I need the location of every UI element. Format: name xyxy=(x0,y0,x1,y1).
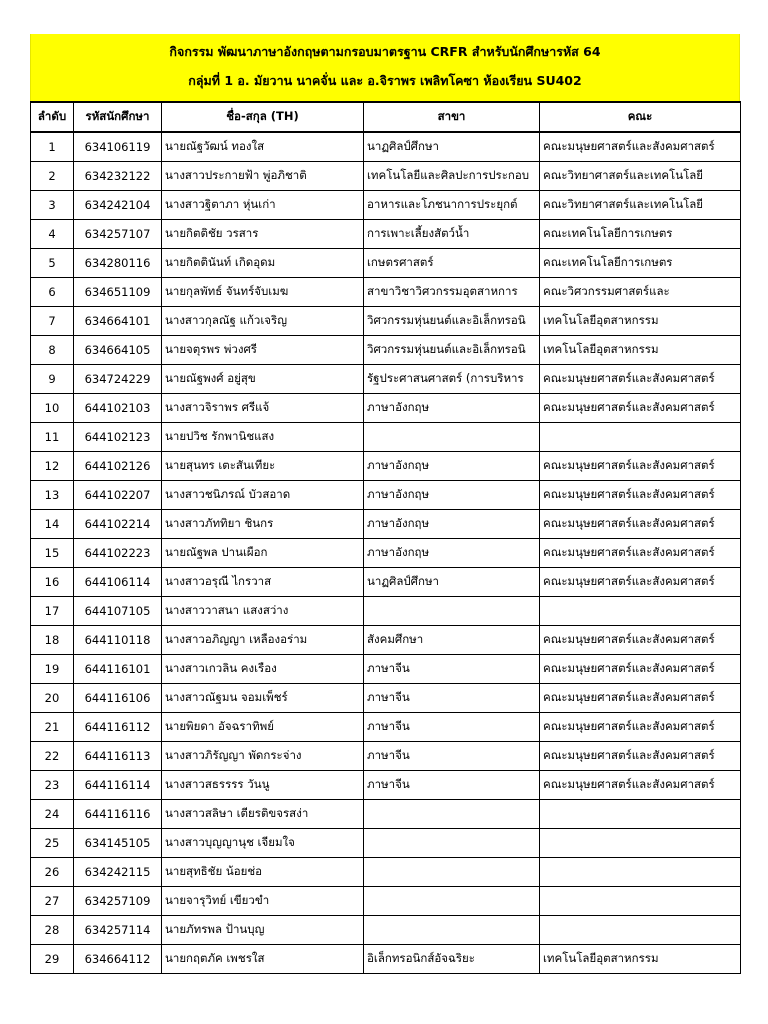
cell-faculty: เทคโนโลยีอุตสาหกรรม xyxy=(540,306,741,335)
cell-order: 10 xyxy=(31,393,74,422)
cell-name: นางสาวเกวลิน คงเรือง xyxy=(162,654,364,683)
table-row xyxy=(31,683,741,712)
cell-student-id: 634280116 xyxy=(74,248,162,277)
header-faculty: คณะ xyxy=(540,102,741,132)
cell-order: 20 xyxy=(31,683,74,712)
cell-name: นายณัฐพงศ์ อยู่สุข xyxy=(162,364,364,393)
cell-order: 19 xyxy=(31,654,74,683)
cell-faculty xyxy=(540,915,741,944)
table-row xyxy=(31,335,741,364)
cell-name: นายสุทธิชัย น้อยช่อ xyxy=(162,857,364,886)
table-row xyxy=(31,654,741,683)
cell-student-id: 644102103 xyxy=(74,393,162,422)
cell-faculty: คณะมนุษยศาสตร์และสังคมศาสตร์ xyxy=(540,741,741,770)
cell-order: 26 xyxy=(31,857,74,886)
cell-student-id: 634106119 xyxy=(74,132,162,161)
cell-faculty: เทคโนโลยีอุตสาหกรรม xyxy=(540,944,741,973)
cell-order: 9 xyxy=(31,364,74,393)
cell-program: รัฐประศาสนศาสตร์ (การบริหาร xyxy=(364,364,540,393)
table-row xyxy=(31,451,741,480)
table-row xyxy=(31,480,741,509)
cell-name: นางสาวณัฐมน จอมเพ็ชร์ xyxy=(162,683,364,712)
table-row xyxy=(31,799,741,828)
cell-name: นายกุลพัทธ์ จันทร์จับเมฆ xyxy=(162,277,364,306)
cell-program: วิศวกรรมหุ่นยนต์และอิเล็กทรอนิ xyxy=(364,335,540,364)
cell-program: ภาษาจีน xyxy=(364,712,540,741)
table-body xyxy=(31,132,741,973)
cell-program: นาฏศิลป์ศึกษา xyxy=(364,132,540,161)
cell-student-id: 644107105 xyxy=(74,596,162,625)
header-student-id: รหัสนักศึกษา xyxy=(74,102,162,132)
cell-student-id: 644102207 xyxy=(74,480,162,509)
cell-order: 18 xyxy=(31,625,74,654)
banner-title-line-1: กิจกรรม พัฒนาภาษาอังกฤษตามกรอบมาตรฐาน CRFR สำหรับนักศึกษารหัส 64 xyxy=(169,44,601,59)
cell-order: 27 xyxy=(31,886,74,915)
cell-name: นายกิตตินันท์ เกิดอุดม xyxy=(162,248,364,277)
cell-name: นายสุนทร เตะสันเทียะ xyxy=(162,451,364,480)
cell-program: สาขาวิชาวิศวกรรมอุตสาหการ xyxy=(364,277,540,306)
cell-order: 28 xyxy=(31,915,74,944)
cell-order: 5 xyxy=(31,248,74,277)
cell-student-id: 644102223 xyxy=(74,538,162,567)
cell-student-id: 644102123 xyxy=(74,422,162,451)
cell-student-id: 634242104 xyxy=(74,190,162,219)
cell-name: นายภัทรพล ป้านบุญ xyxy=(162,915,364,944)
table-row xyxy=(31,915,741,944)
cell-order: 24 xyxy=(31,799,74,828)
cell-program: อิเล็กทรอนิกส์อัจฉริยะ xyxy=(364,944,540,973)
table-row xyxy=(31,364,741,393)
cell-order: 25 xyxy=(31,828,74,857)
cell-faculty: คณะมนุษยศาสตร์และสังคมศาสตร์ xyxy=(540,480,741,509)
cell-name: นายจตุรพร พ่วงศรี xyxy=(162,335,364,364)
cell-program: ภาษาอังกฤษ xyxy=(364,538,540,567)
cell-student-id: 634145105 xyxy=(74,828,162,857)
cell-student-id: 634664101 xyxy=(74,306,162,335)
cell-order: 22 xyxy=(31,741,74,770)
table-row xyxy=(31,306,741,335)
cell-name: นายพิยดา อัจฉราทิพย์ xyxy=(162,712,364,741)
cell-name: นางสาวภิรัญญา พัดกระจ่าง xyxy=(162,741,364,770)
cell-program: ภาษาอังกฤษ xyxy=(364,509,540,538)
cell-order: 7 xyxy=(31,306,74,335)
table-header-row xyxy=(31,102,741,132)
cell-program xyxy=(364,422,540,451)
cell-name: นางสาวภัททิยา ชินกร xyxy=(162,509,364,538)
cell-program xyxy=(364,828,540,857)
cell-order: 3 xyxy=(31,190,74,219)
cell-student-id: 644116114 xyxy=(74,770,162,799)
header-program: สาขา xyxy=(364,102,540,132)
cell-faculty: คณะเทคโนโลยีการเกษตร xyxy=(540,248,741,277)
table-row xyxy=(31,828,741,857)
cell-student-id: 644102214 xyxy=(74,509,162,538)
cell-name: นางสาวจิราพร ศรีแจ้ xyxy=(162,393,364,422)
table-row xyxy=(31,944,741,973)
student-table xyxy=(30,101,741,974)
cell-faculty xyxy=(540,596,741,625)
cell-faculty: คณะมนุษยศาสตร์และสังคมศาสตร์ xyxy=(540,712,741,741)
table-row xyxy=(31,538,741,567)
cell-order: 23 xyxy=(31,770,74,799)
cell-program: การเพาะเลี้ยงสัตว์น้ำ xyxy=(364,219,540,248)
cell-faculty: คณะเทคโนโลยีการเกษตร xyxy=(540,219,741,248)
cell-name: นางสาวชนิภรณ์ บัวสอาด xyxy=(162,480,364,509)
cell-student-id: 634664112 xyxy=(74,944,162,973)
cell-order: 17 xyxy=(31,596,74,625)
cell-name: นายกฤตภัค เพชรใส xyxy=(162,944,364,973)
table-row xyxy=(31,770,741,799)
cell-name: นางสาวสลิษา เตียรติขจรสง่า xyxy=(162,799,364,828)
table-row xyxy=(31,625,741,654)
cell-name: นางสาวอภิญญา เหลืองอร่าม xyxy=(162,625,364,654)
cell-faculty xyxy=(540,828,741,857)
cell-student-id: 644116106 xyxy=(74,683,162,712)
cell-program xyxy=(364,596,540,625)
banner-title-line-2: กลุ่มที่ 1 อ. มัยวาน นาคจั่น และ อ.จิราพร เพลิทโคซา ห้องเรียน SU402 xyxy=(188,73,582,88)
cell-order: 15 xyxy=(31,538,74,567)
cell-program xyxy=(364,799,540,828)
cell-faculty xyxy=(540,422,741,451)
cell-faculty: คณะวิศวกรรมศาสตร์และ xyxy=(540,277,741,306)
cell-faculty: คณะวิทยาศาสตร์และเทคโนโลยี xyxy=(540,190,741,219)
cell-program: เทคโนโลยีและศิลปะการประกอบ xyxy=(364,161,540,190)
cell-faculty: คณะมนุษยศาสตร์และสังคมศาสตร์ xyxy=(540,451,741,480)
cell-name: นายณัฐพล ปานเผือก xyxy=(162,538,364,567)
table-row xyxy=(31,161,741,190)
cell-program: ภาษาอังกฤษ xyxy=(364,451,540,480)
cell-order: 6 xyxy=(31,277,74,306)
cell-order: 4 xyxy=(31,219,74,248)
table-row xyxy=(31,190,741,219)
cell-program xyxy=(364,886,540,915)
cell-program: วิศวกรรมหุ่นยนต์และอิเล็กทรอนิ xyxy=(364,306,540,335)
cell-name: นายณัฐวัฒน์ ทองใส xyxy=(162,132,364,161)
table-row xyxy=(31,277,741,306)
cell-order: 16 xyxy=(31,567,74,596)
cell-program: เกษตรศาสตร์ xyxy=(364,248,540,277)
cell-name: นางสาวประกายฟ้า พู่อภิชาติ xyxy=(162,161,364,190)
cell-program: อาหารและโภชนาการประยุกต์ xyxy=(364,190,540,219)
cell-faculty: คณะมนุษยศาสตร์และสังคมศาสตร์ xyxy=(540,625,741,654)
cell-student-id: 644116101 xyxy=(74,654,162,683)
table-row xyxy=(31,741,741,770)
cell-name: นางสาวบุญญานุช เจียมใจ xyxy=(162,828,364,857)
cell-program: ภาษาจีน xyxy=(364,654,540,683)
table-row xyxy=(31,132,741,161)
cell-faculty: คณะมนุษยศาสตร์และสังคมศาสตร์ xyxy=(540,567,741,596)
table-row xyxy=(31,422,741,451)
cell-order: 13 xyxy=(31,480,74,509)
cell-student-id: 634257107 xyxy=(74,219,162,248)
cell-faculty: คณะมนุษยศาสตร์และสังคมศาสตร์ xyxy=(540,132,741,161)
cell-faculty: คณะวิทยาศาสตร์และเทคโนโลยี xyxy=(540,161,741,190)
cell-name: นางสาววาสนา แสงสว่าง xyxy=(162,596,364,625)
cell-order: 8 xyxy=(31,335,74,364)
cell-faculty xyxy=(540,886,741,915)
table-row xyxy=(31,712,741,741)
cell-program: ภาษาจีน xyxy=(364,741,540,770)
cell-order: 1 xyxy=(31,132,74,161)
cell-student-id: 634232122 xyxy=(74,161,162,190)
cell-faculty xyxy=(540,857,741,886)
cell-program: ภาษาอังกฤษ xyxy=(364,480,540,509)
cell-student-id: 644116116 xyxy=(74,799,162,828)
cell-faculty: คณะมนุษยศาสตร์และสังคมศาสตร์ xyxy=(540,364,741,393)
cell-program: ภาษาจีน xyxy=(364,683,540,712)
cell-faculty: คณะมนุษยศาสตร์และสังคมศาสตร์ xyxy=(540,683,741,712)
cell-name: นายจารุวิทย์ เขียวขำ xyxy=(162,886,364,915)
cell-name: นายปวิช รักพานิชแสง xyxy=(162,422,364,451)
header-order: ลำดับ xyxy=(31,102,74,132)
cell-faculty: คณะมนุษยศาสตร์และสังคมศาสตร์ xyxy=(540,538,741,567)
table-row xyxy=(31,393,741,422)
cell-program: ภาษาอังกฤษ xyxy=(364,393,540,422)
cell-order: 2 xyxy=(31,161,74,190)
cell-student-id: 644102126 xyxy=(74,451,162,480)
header-name: ชื่อ-สกุล (TH) xyxy=(162,102,364,132)
cell-order: 11 xyxy=(31,422,74,451)
table-row xyxy=(31,509,741,538)
table-row xyxy=(31,886,741,915)
title-banner xyxy=(30,34,740,101)
cell-student-id: 634242115 xyxy=(74,857,162,886)
enrollment-sheet xyxy=(30,34,740,974)
cell-faculty: คณะมนุษยศาสตร์และสังคมศาสตร์ xyxy=(540,770,741,799)
cell-name: นางสาวฐิตาภา หุ่นเก่า xyxy=(162,190,364,219)
table-row xyxy=(31,596,741,625)
cell-program xyxy=(364,857,540,886)
table-row xyxy=(31,567,741,596)
cell-faculty: เทคโนโลยีอุตสาหกรรม xyxy=(540,335,741,364)
cell-order: 12 xyxy=(31,451,74,480)
cell-faculty: คณะมนุษยศาสตร์และสังคมศาสตร์ xyxy=(540,509,741,538)
cell-student-id: 644106114 xyxy=(74,567,162,596)
cell-program: สังคมศึกษา xyxy=(364,625,540,654)
cell-name: นางสาวกุลณัฐ แก้วเจริญ xyxy=(162,306,364,335)
cell-student-id: 634257114 xyxy=(74,915,162,944)
table-row xyxy=(31,248,741,277)
cell-student-id: 644110118 xyxy=(74,625,162,654)
cell-name: นายกิตติชัย วรสาร xyxy=(162,219,364,248)
cell-student-id: 634724229 xyxy=(74,364,162,393)
cell-student-id: 634664105 xyxy=(74,335,162,364)
cell-student-id: 644116112 xyxy=(74,712,162,741)
cell-student-id: 644116113 xyxy=(74,741,162,770)
cell-program: ภาษาจีน xyxy=(364,770,540,799)
table-row xyxy=(31,219,741,248)
table-row xyxy=(31,857,741,886)
cell-faculty xyxy=(540,799,741,828)
cell-student-id: 634257109 xyxy=(74,886,162,915)
cell-order: 21 xyxy=(31,712,74,741)
cell-program: นาฏศิลป์ศึกษา xyxy=(364,567,540,596)
cell-order: 29 xyxy=(31,944,74,973)
cell-program xyxy=(364,915,540,944)
cell-faculty: คณะมนุษยศาสตร์และสังคมศาสตร์ xyxy=(540,393,741,422)
cell-faculty: คณะมนุษยศาสตร์และสังคมศาสตร์ xyxy=(540,654,741,683)
cell-name: นางสาวสธรรรร วันนู xyxy=(162,770,364,799)
cell-name: นางสาวอรุณี ไกรวาส xyxy=(162,567,364,596)
cell-student-id: 634651109 xyxy=(74,277,162,306)
cell-order: 14 xyxy=(31,509,74,538)
